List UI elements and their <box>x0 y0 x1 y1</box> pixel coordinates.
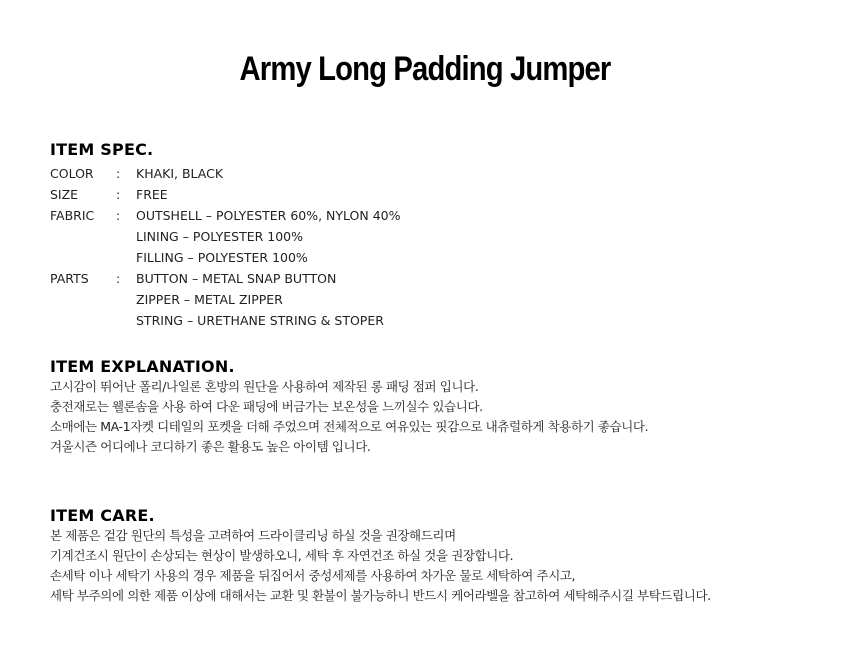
explanation-line: 충전재로는 웰론솜을 사용 하여 다운 패딩에 버금가는 보온성을 느끼실수 있습니다. <box>50 399 483 414</box>
spec-value: LINING – POLYESTER 100% <box>136 229 303 244</box>
spec-value: STRING – URETHANE STRING & STOPER <box>136 313 384 328</box>
care-line: 세탁 부주의에 의한 제품 이상에 대해서는 교환 및 환불이 불가능하니 반드시 케어라벨을 참고하여 세탁해주시길 부탁드립니다. <box>50 588 711 603</box>
spec-value: KHAKI, BLACK <box>136 166 224 181</box>
care-line: 본 제품은 겉감 원단의 특성을 고려하여 드라이클리닝 하실 것을 권장해드리며 <box>50 528 456 543</box>
explanation-paragraph <box>50 377 648 457</box>
spec-colon: : <box>116 208 121 223</box>
spec-colon: : <box>116 187 121 202</box>
explanation-line: 소매에는 MA-1자켓 디테일의 포켓을 더해 주었으며 전체적으로 여유있는 핏감으로 내츄럴하게 착용하기 좋습니다. <box>50 419 649 434</box>
spec-label: PARTS <box>50 271 89 286</box>
spec-label: FABRIC <box>50 208 95 223</box>
care-paragraph <box>50 526 711 606</box>
item-care-heading: ITEM CARE. <box>50 506 155 525</box>
spec-value: BUTTON – METAL SNAP BUTTON <box>136 271 337 286</box>
spec-value: ZIPPER – METAL ZIPPER <box>136 292 283 307</box>
spec-colon: : <box>116 166 121 181</box>
spec-colon: : <box>116 271 121 286</box>
spec-value: OUTSHELL – POLYESTER 60%, NYLON 40% <box>136 208 401 223</box>
spec-label: SIZE <box>50 187 79 202</box>
care-line: 기계건조시 원단이 손상되는 현상이 발생하오니, 세탁 후 자연건조 하실 것을 권장합니다. <box>50 548 514 563</box>
explanation-line: 고시감이 뛰어난 폴리/나일론 혼방의 원단을 사용하여 제작된 롱 패딩 점퍼 입니다. <box>50 379 479 394</box>
page-title: Army Long Padding Jumper <box>239 50 611 88</box>
explanation-line: 겨울시즌 어디에나 코디하기 좋은 활용도 높은 아이템 입니다. <box>50 439 371 454</box>
item-explanation-heading: ITEM EXPLANATION. <box>50 357 235 376</box>
item-spec-heading: ITEM SPEC. <box>50 140 154 159</box>
spec-value: FREE <box>136 187 168 202</box>
spec-value: FILLING – POLYESTER 100% <box>136 250 308 265</box>
spec-label: COLOR <box>50 166 94 181</box>
care-line: 손세탁 이나 세탁기 사용의 경우 제품을 뒤집어서 중성세제를 사용하여 차가운 물로 세탁하여 주시고, <box>50 568 576 583</box>
